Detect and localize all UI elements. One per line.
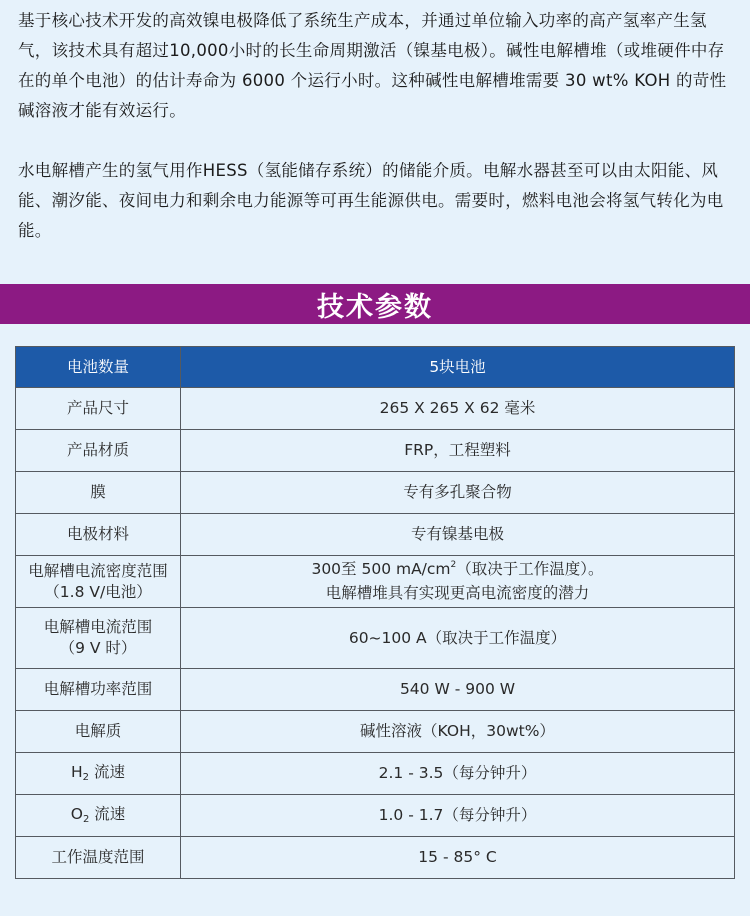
spec-key: 工作温度范围	[16, 837, 181, 879]
spec-row-power-range	[16, 669, 735, 711]
spec-value: 60~100 A（取决于工作温度）	[181, 608, 735, 669]
section-title-banner	[0, 284, 750, 324]
spec-key-line1: 电解槽电流范围	[43, 618, 153, 636]
spec-value-line1	[185, 559, 730, 583]
gas-subscript: 2	[82, 772, 90, 783]
flow-label: 流速	[89, 763, 125, 781]
spec-key: 膜	[16, 472, 181, 514]
spec-value: 专有多孔聚合物	[181, 472, 735, 514]
spec-key: 产品尺寸	[16, 388, 181, 430]
spec-row-electrode	[16, 514, 735, 556]
gas-subscript: 2	[82, 814, 90, 825]
gas-symbol: H	[71, 763, 83, 781]
spec-key-line1: 电解槽电流密度范围	[28, 561, 168, 580]
spec-key	[16, 753, 181, 795]
spec-value: 540 W - 900 W	[181, 669, 735, 711]
spec-key-line2: （1.8 V/电池）	[44, 582, 152, 601]
intro-text	[18, 6, 734, 246]
spec-key: 电极材料	[16, 514, 181, 556]
spec-row-temperature	[16, 837, 735, 879]
spec-value: 1.0 - 1.7（每分钟升）	[181, 795, 735, 837]
header-key-cell: 电池数量	[16, 347, 181, 388]
spec-row-current-density	[16, 556, 735, 608]
current-density-range: 300至 500 mA/cm	[311, 560, 451, 578]
unit-superscript: 2	[450, 560, 457, 570]
spec-key: 产品材质	[16, 430, 181, 472]
spec-row-current-range	[16, 608, 735, 669]
spec-value	[181, 556, 735, 608]
intro-paragraph-2: 水电解槽产生的氢气用作HESS（氢能储存系统）的储能介质。电解水器甚至可以由太阳能、风能、潮汐能、夜间电力和剩余电力能源等可再生能源供电。需要时，燃料电池会将氢气转化为电能。	[18, 161, 724, 240]
header-value-cell: 5块电池	[181, 347, 735, 388]
spec-key	[16, 795, 181, 837]
spec-key-line2: （9 V 时）	[59, 639, 137, 657]
spec-row-electrolyte	[16, 711, 735, 753]
spec-row-o2-flow	[16, 795, 735, 837]
spec-key	[16, 556, 181, 608]
spec-row-h2-flow	[16, 753, 735, 795]
spec-value: 碱性溶液（KOH，30wt%）	[181, 711, 735, 753]
spec-value: FRP，工程塑料	[181, 430, 735, 472]
spec-row-membrane	[16, 472, 735, 514]
spec-table	[15, 346, 735, 879]
spec-row-size	[16, 388, 735, 430]
intro-paragraph-1: 基于核心技术开发的高效镍电极降低了系统生产成本，并通过单位输入功率的高产氢率产生氢气，该技术具有超过10,000小时的长生命周期激活（镍基电极）。碱性电解槽堆（或堆硬件中存在的单个电池）的估计寿命为 6000 个运行小时。这种碱性电解槽堆需要 30 wt% KOH 的苛性碱溶液才能有效运行。	[18, 11, 727, 120]
spec-key: 电解质	[16, 711, 181, 753]
gas-symbol: O	[70, 805, 83, 823]
spec-key	[16, 608, 181, 669]
flow-label: 流速	[89, 805, 126, 823]
spec-table-header	[16, 347, 735, 388]
spec-value-line2: 电解槽堆具有实现更高电流密度的潜力	[325, 584, 590, 602]
section-title: 技术参数	[317, 291, 433, 323]
current-density-note: （取决于工作温度）。	[456, 560, 604, 578]
spec-row-material	[16, 430, 735, 472]
spec-value: 2.1 - 3.5（每分钟升）	[181, 753, 735, 795]
spec-value: 265 X 265 X 62 毫米	[181, 388, 735, 430]
spec-value: 专有镍基电极	[181, 514, 735, 556]
spec-value: 15 - 85° C	[181, 837, 735, 879]
spec-key: 电解槽功率范围	[16, 669, 181, 711]
